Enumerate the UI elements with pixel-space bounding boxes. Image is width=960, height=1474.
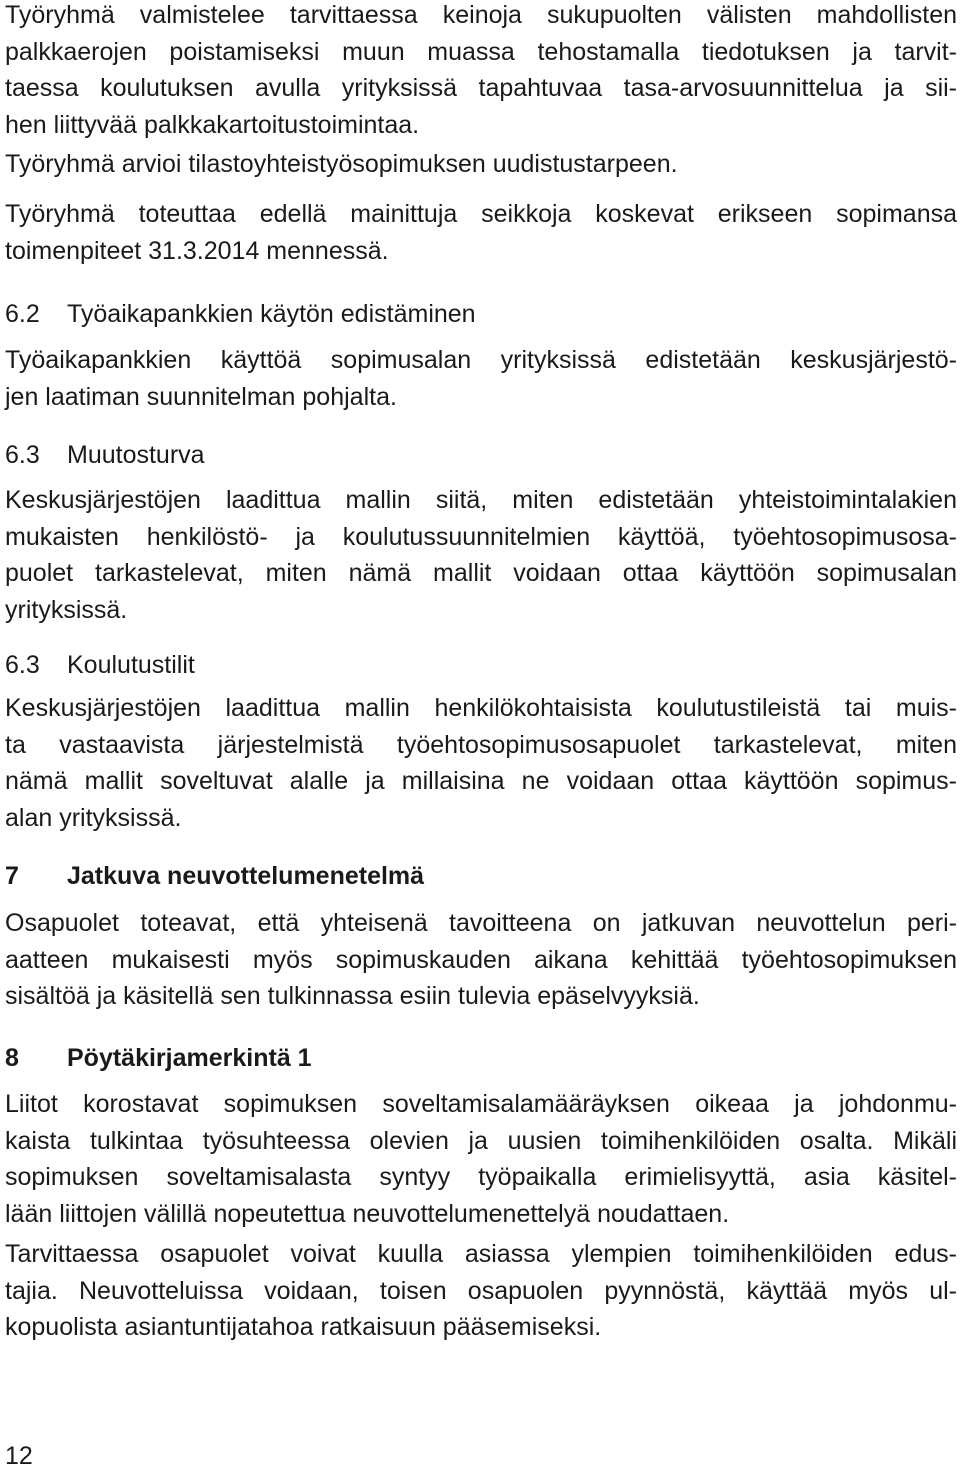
section-title: Jatkuva neuvottelumenetelmä bbox=[67, 862, 425, 890]
page-number: 12 bbox=[5, 1442, 33, 1470]
section-heading-6-3-muutosturva bbox=[5, 437, 205, 474]
text-line: Keskusjärjestöjen laadittua mallin siitä, miten edistetään yhteistoimintalakien bbox=[5, 486, 957, 514]
text-line: kaista tulkintaa työsuhteessa olevien ja uusien toimihenkilöiden osalta. Mikäli bbox=[5, 1126, 957, 1155]
text-line: Liitot korostavat sopimuksen soveltamisalamääräyksen oikeaa ja johdonmu- bbox=[5, 1090, 957, 1118]
text-line: aatteen mukaisesti myös sopimuskauden aikana kehittää työehtosopimuksen bbox=[5, 945, 957, 974]
text-line: Työryhmä toteuttaa edellä mainittuja seikkoja koskevat erikseen sopimansa bbox=[5, 200, 957, 228]
paragraph-palkkaerot bbox=[5, 0, 957, 143]
text-line: yrityksissä. bbox=[5, 595, 128, 624]
section-number: 6.3 bbox=[5, 441, 40, 469]
text-line: toimenpiteet 31.3.2014 mennessä. bbox=[5, 236, 389, 265]
text-line: sisältöä ja käsitellä sen tulkinnassa esiin tulevia epäselvyyksiä. bbox=[5, 982, 700, 1010]
section-heading-8 bbox=[5, 1040, 312, 1077]
paragraph-tarvittaessa bbox=[5, 1236, 957, 1346]
paragraph-tyoaikapankit bbox=[5, 342, 957, 415]
text-line: taessa koulutuksen avulla yrityksissä tapahtuvaa tasa-arvosuunnittelua ja sii- bbox=[5, 74, 957, 102]
section-number: 6.2 bbox=[5, 300, 40, 328]
text-line: mukaisten henkilöstö- ja koulutussuunnitelmien käyttöä, työehtosopimusosa- bbox=[5, 522, 957, 551]
section-number: 7 bbox=[5, 862, 19, 890]
text-line: sopimuksen soveltamisalasta syntyy työpaikalla erimielisyyttä, asia käsitel- bbox=[5, 1163, 957, 1191]
text-line: Osapuolet toteavat, että yhteisenä tavoitteena on jatkuvan neuvottelun peri- bbox=[5, 909, 957, 937]
text-line: palkkaerojen poistamiseksi muun muassa tehostamalla tiedotuksen ja tarvit- bbox=[5, 37, 957, 66]
section-title: Työaikapankkien käytön edistäminen bbox=[67, 300, 476, 328]
section-heading-7 bbox=[5, 858, 424, 895]
paragraph-tilastoyhteistyo bbox=[5, 146, 957, 183]
text-line: Tarvittaessa osapuolet voivat kuulla asiassa ylempien toimihenkilöiden edus- bbox=[5, 1240, 957, 1268]
text-line: tajia. Neuvotteluissa voidaan, toisen osapuolen pyynnöstä, käyttää myös ul- bbox=[5, 1276, 957, 1305]
text-line: ta vastaavista järjestelmistä työehtosopimusosapuolet tarkastelevat, miten bbox=[5, 730, 957, 759]
section-number: 8 bbox=[5, 1044, 19, 1072]
paragraph-jatkuva-neuvottelu bbox=[5, 905, 957, 1015]
paragraph-muutosturva bbox=[5, 482, 957, 628]
section-title: Pöytäkirjamerkintä 1 bbox=[67, 1044, 312, 1072]
text-line: Keskusjärjestöjen laadittua mallin henkilökohtaisista koulutustileistä tai muis- bbox=[5, 694, 957, 722]
text-line: Työryhmä valmistelee tarvittaessa keinoja sukupuolten välisten mahdollisten bbox=[5, 1, 957, 29]
paragraph-liitot-korostavat bbox=[5, 1086, 957, 1232]
text-line: alan yrityksissä. bbox=[5, 803, 182, 832]
paragraph-toimenpiteet bbox=[5, 196, 957, 269]
text-line: nämä mallit soveltuvat alalle ja millaisina ne voidaan ottaa käyttöön sopimus- bbox=[5, 767, 957, 795]
text-line: Työryhmä arvioi tilastoyhteistyösopimuksen uudistustarpeen. bbox=[5, 150, 678, 178]
section-heading-6-3-koulutustilit bbox=[5, 647, 195, 684]
text-line: puolet tarkastelevat, miten nämä mallit voidaan ottaa käyttöön sopimusalan bbox=[5, 559, 957, 587]
paragraph-koulutustilit bbox=[5, 690, 957, 836]
text-line: Työaikapankkien käyttöä sopimusalan yrityksissä edistetään keskusjärjestö- bbox=[5, 346, 957, 374]
section-number: 6.3 bbox=[5, 651, 40, 679]
text-line: hen liittyvää palkkakartoitustoimintaa. bbox=[5, 110, 420, 139]
section-heading-6-2 bbox=[5, 296, 476, 333]
text-line: lään liittojen välillä nopeutettua neuvottelumenettelyä noudattaen. bbox=[5, 1199, 730, 1228]
text-line: jen laatiman suunnitelman pohjalta. bbox=[5, 382, 397, 411]
section-title: Koulutustilit bbox=[67, 651, 195, 679]
section-title: Muutosturva bbox=[67, 441, 205, 469]
text-line: kopuolista asiantuntijatahoa ratkaisuun pääsemiseksi. bbox=[5, 1313, 602, 1341]
